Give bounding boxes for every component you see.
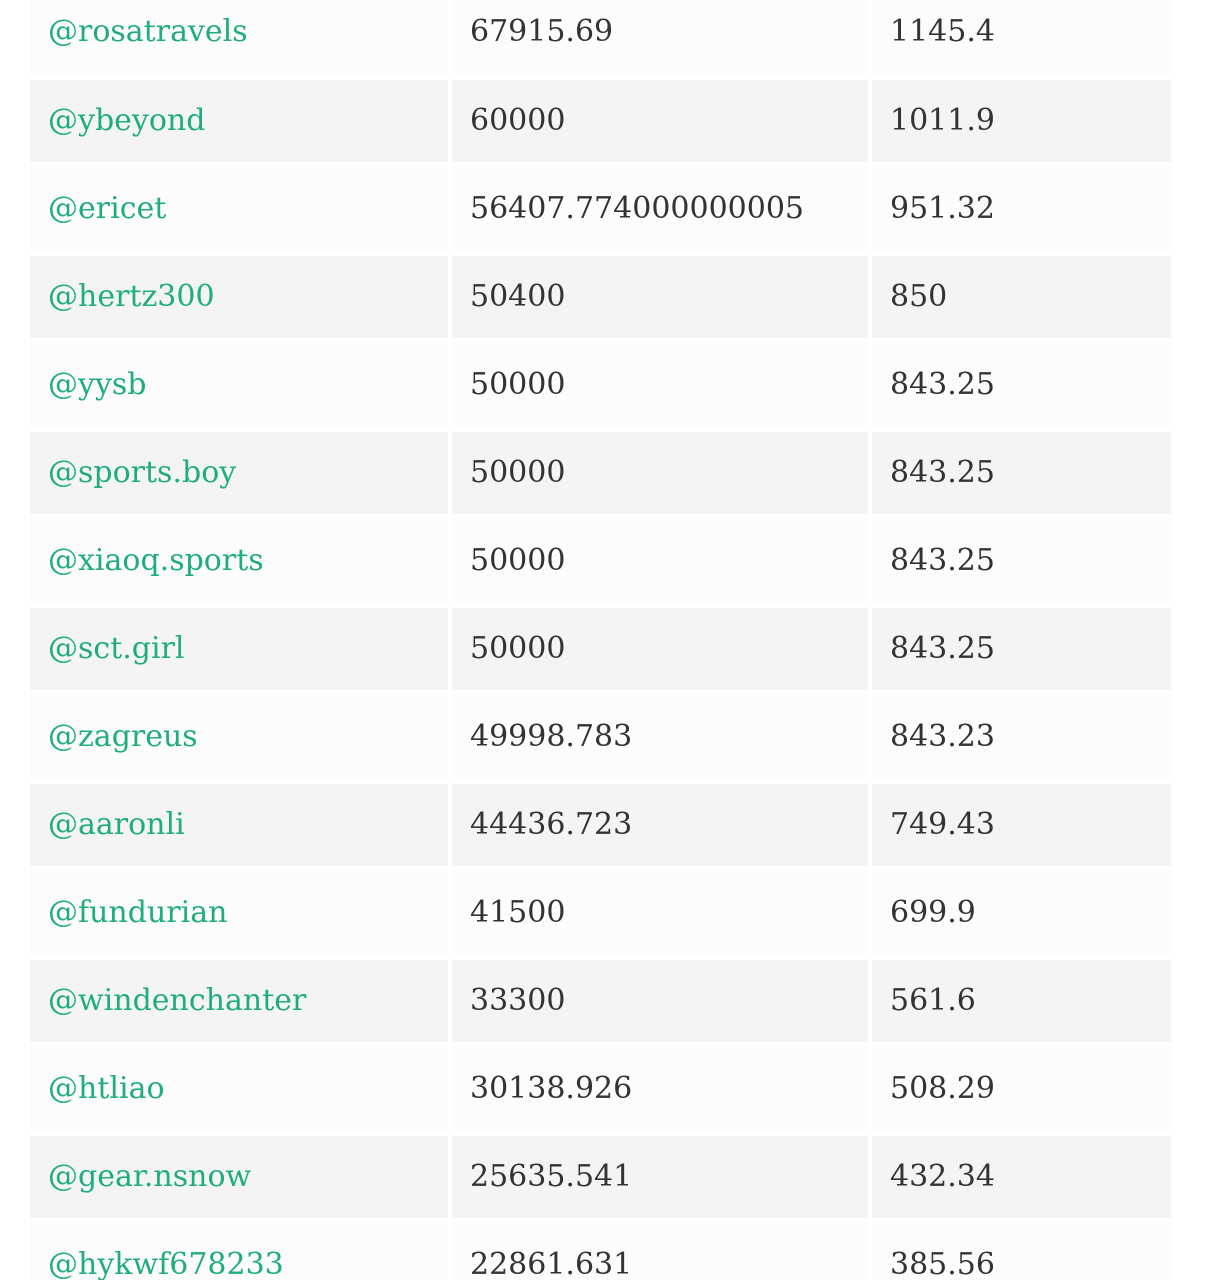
value-cell: 385.56 xyxy=(870,1220,1171,1280)
table-row xyxy=(30,1044,1171,1134)
table-row xyxy=(30,1134,1171,1220)
user-link[interactable]: @hykwf678233 xyxy=(48,1247,284,1280)
user-cell xyxy=(30,164,450,254)
amount-cell: 22861.631 xyxy=(450,1220,870,1280)
amount-cell: 50400 xyxy=(450,254,870,340)
amount-cell: 56407.774000000005 xyxy=(450,164,870,254)
value-cell: 843.25 xyxy=(870,430,1171,516)
value-cell: 843.23 xyxy=(870,692,1171,782)
user-link[interactable]: @sports.boy xyxy=(48,455,237,490)
table-body xyxy=(30,0,1171,1280)
user-link[interactable]: @gear.nsnow xyxy=(48,1159,252,1194)
user-cell xyxy=(30,958,450,1044)
amount-cell: 67915.69 xyxy=(450,0,870,78)
user-cell xyxy=(30,1044,450,1134)
user-cell xyxy=(30,516,450,606)
table-row xyxy=(30,164,1171,254)
value-cell: 508.29 xyxy=(870,1044,1171,1134)
value-cell: 749.43 xyxy=(870,782,1171,868)
value-cell: 1011.9 xyxy=(870,78,1171,164)
table-row xyxy=(30,958,1171,1044)
user-link[interactable]: @yysb xyxy=(48,367,147,402)
table-row xyxy=(30,0,1171,78)
user-cell xyxy=(30,430,450,516)
user-cell xyxy=(30,606,450,692)
user-link[interactable]: @windenchanter xyxy=(48,983,307,1018)
value-cell: 850 xyxy=(870,254,1171,340)
user-link[interactable]: @zagreus xyxy=(48,719,198,754)
table-row xyxy=(30,516,1171,606)
amount-cell: 41500 xyxy=(450,868,870,958)
user-link[interactable]: @hertz300 xyxy=(48,279,215,314)
user-link[interactable]: @sct.girl xyxy=(48,631,185,666)
table-row xyxy=(30,782,1171,868)
ranking-table xyxy=(30,0,1171,1280)
user-cell xyxy=(30,782,450,868)
table-row xyxy=(30,430,1171,516)
amount-cell: 50000 xyxy=(450,606,870,692)
value-cell: 843.25 xyxy=(870,606,1171,692)
table-row xyxy=(30,606,1171,692)
amount-cell: 44436.723 xyxy=(450,782,870,868)
value-cell: 561.6 xyxy=(870,958,1171,1044)
user-cell xyxy=(30,78,450,164)
value-cell: 843.25 xyxy=(870,516,1171,606)
table-row xyxy=(30,692,1171,782)
table-row xyxy=(30,340,1171,430)
table-row xyxy=(30,254,1171,340)
user-link[interactable]: @xiaoq.sports xyxy=(48,543,264,578)
user-cell xyxy=(30,1220,450,1280)
amount-cell: 25635.541 xyxy=(450,1134,870,1220)
user-cell xyxy=(30,254,450,340)
amount-cell: 50000 xyxy=(450,516,870,606)
user-link[interactable]: @ericet xyxy=(48,191,167,226)
user-link[interactable]: @aaronli xyxy=(48,807,185,842)
user-link[interactable]: @ybeyond xyxy=(48,103,206,138)
amount-cell: 60000 xyxy=(450,78,870,164)
amount-cell: 50000 xyxy=(450,340,870,430)
value-cell: 1145.4 xyxy=(870,0,1171,78)
user-cell xyxy=(30,340,450,430)
table-row xyxy=(30,868,1171,958)
user-link[interactable]: @htliao xyxy=(48,1071,165,1106)
amount-cell: 30138.926 xyxy=(450,1044,870,1134)
user-cell xyxy=(30,0,450,78)
ranking-table-container xyxy=(30,0,1171,1280)
user-link[interactable]: @rosatravels xyxy=(48,14,248,49)
value-cell: 699.9 xyxy=(870,868,1171,958)
user-cell xyxy=(30,1134,450,1220)
amount-cell: 50000 xyxy=(450,430,870,516)
user-link[interactable]: @fundurian xyxy=(48,895,228,930)
value-cell: 951.32 xyxy=(870,164,1171,254)
value-cell: 843.25 xyxy=(870,340,1171,430)
amount-cell: 49998.783 xyxy=(450,692,870,782)
value-cell: 432.34 xyxy=(870,1134,1171,1220)
amount-cell: 33300 xyxy=(450,958,870,1044)
user-cell xyxy=(30,868,450,958)
table-row xyxy=(30,78,1171,164)
user-cell xyxy=(30,692,450,782)
table-row xyxy=(30,1220,1171,1280)
